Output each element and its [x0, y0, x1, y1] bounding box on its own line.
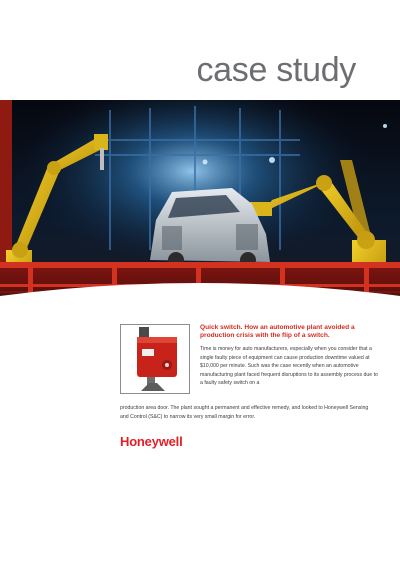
article-headline: Quick switch. How an automotive plant avoided a production crisis with the flip of a switch. — [200, 324, 355, 340]
safety-switch-thumbnail — [120, 324, 190, 394]
article-body-continuation: production area door. The plant sought a permanent and effective remedy, and looked to Honeywell Sensing and Control (S&C) to narrow its very small margin for error. — [120, 405, 369, 420]
hero-photo — [0, 100, 400, 322]
page-title: case study — [196, 51, 356, 89]
article-body-paragraph: Time is money for auto manufacturers, especially when you consider that a single faulty piece of equipment can cause production downtime valued at $10,000 per minute. Such was the case recently when an automotive manufacturing plant faced frequent disruptions to its assembly process due to a faulty safety switch on a — [200, 346, 378, 386]
honeywell-logo: Honeywell — [120, 434, 183, 449]
